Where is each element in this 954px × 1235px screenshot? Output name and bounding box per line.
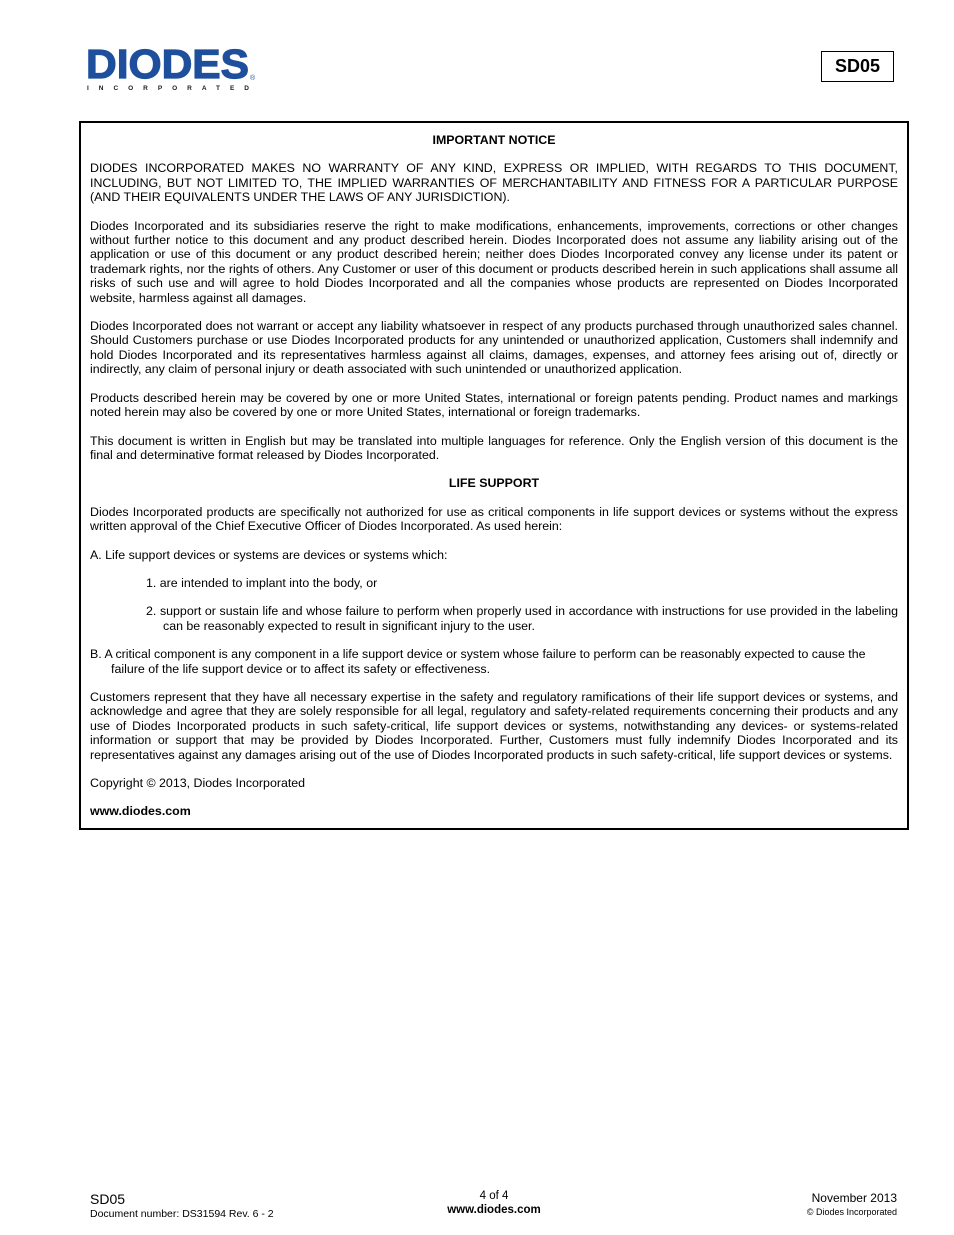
life-support-intro: Diodes Incorporated products are specifically not authorized for use as critical components in life support devices or systems without the express written approval of the Chief Executive Officer of Diodes Incorporated. As used herein: — [90, 504, 898, 534]
customers-paragraph: Customers represent that they have all necessary expertise in the safety and regulatory ramifications of their life support devices or systems, and acknowledge and agree that they are solely responsible for all legal, regulatory and safety-related requirements concerning their products and any use of Diodes Incorporated products in such safety-critical, life support devices or systems, notwithstanding any devices- or systems-related information or support that may be provided by Diodes Incorporated. Further, Customers must fully indemnify Diodes Incorporated and its representatives against any damages arising out of the use of Diodes Incorporated products in such safety-critical, life support devices or systems. — [90, 689, 898, 762]
copyright-line: Copyright © 2013, Diodes Incorporated — [90, 776, 306, 790]
life-support-item-a1: 1. are intended to implant into the body, or — [146, 575, 378, 590]
translation-paragraph: This document is written in English but may be translated into multiple languages for reference. Only the English version of this document is the final and determinative format released by Diodes Incorporated. — [90, 433, 898, 462]
footer-left — [90, 1191, 274, 1221]
footer-center — [394, 1190, 594, 1217]
patents-paragraph: Products described herein may be covered by one or more United States, international or foreign patents pending. Product names and markings noted herein may also be covered by one or more United States, international or foreign trademarks. — [90, 390, 898, 420]
notice-box — [79, 121, 909, 830]
footer-date: November 2013 — [811, 1191, 897, 1205]
life-support-item-a: A. Life support devices or systems are devices or systems which: — [90, 547, 448, 562]
logo-subtext: INCORPORATED — [87, 85, 249, 92]
important-notice-heading: IMPORTANT NOTICE — [432, 133, 556, 147]
life-support-item-a2: 2. support or sustain life and whose failure to perform when properly used in accordance with instructions for use provided in the labeling can be reasonably expected to result in significant injury to the user. — [146, 604, 898, 633]
footer-page-number: 4 of 4 — [479, 1190, 509, 1202]
footer-right — [807, 1191, 897, 1218]
life-support-heading: LIFE SUPPORT — [448, 476, 540, 491]
logo-wordmark: DIODES — [86, 44, 249, 87]
footer-document-number: Document number: DS31594 Rev. 6 - 2 — [90, 1208, 274, 1220]
logo-registered-mark: ® — [250, 75, 256, 82]
warranty-paragraph: DIODES INCORPORATED MAKES NO WARRANTY OF ANY KIND, EXPRESS OR IMPLIED, WITH REGARDS TO THIS DOCUMENT, INCLUDING, BUT NOT LIMITED TO, THE IMPLIED WARRANTIES OF MERCHANTABILITY AND FITNESS FOR A PARTICULAR PURPOSE (AND THEIR EQUIVALENTS UNDER THE LAWS OF ANY JURISDICTION). — [90, 161, 898, 205]
diodes-logo — [86, 44, 258, 92]
footer-copyright: © Diodes Incorporated — [806, 1207, 897, 1217]
modifications-paragraph: Diodes Incorporated and its subsidiaries reserve the right to make modifications, enhancements, improvements, corrections or other changes without further notice to this document and any product described herein. Diodes Incorporated does not assume any liability arising out of the application or use of this document or any product described herein; neither does Diodes Incorporated convey any license under its patent or trademark rights, nor the rights of others. Any Customer or user of this document or products described herein in such applications shall assume all risks of such use and will agree to hold Diodes Incorporated and all the companies whose products are represented on Diodes Incorporated website, harmless against all damages. — [90, 218, 898, 305]
footer-part-number: SD05 — [90, 1191, 126, 1207]
website-link[interactable]: www.diodes.com — [90, 804, 191, 819]
life-support-item-b: B. A critical component is any component in a life support device or system whose failure to perform can be reasonably expected to cause the failure of the life support device or to affect its safety or effectiveness. — [90, 647, 866, 676]
part-number-box: SD05 — [821, 51, 894, 82]
liability-paragraph: Diodes Incorporated does not warrant or accept any liability whatsoever in respect of any products purchased through unauthorized sales channel. Should Customers purchase or use Diodes Incorporated products for any unintended or unauthorized application, Customers shall indemnify and hold Diodes Incorporated and its representatives harmless against all claims, damages, expenses, and attorney fees arising out of, directly or indirectly, any claim of personal injury or death associated with such unintended or unauthorized application. — [90, 319, 898, 377]
footer-website-link[interactable]: www.diodes.com — [447, 1204, 541, 1216]
